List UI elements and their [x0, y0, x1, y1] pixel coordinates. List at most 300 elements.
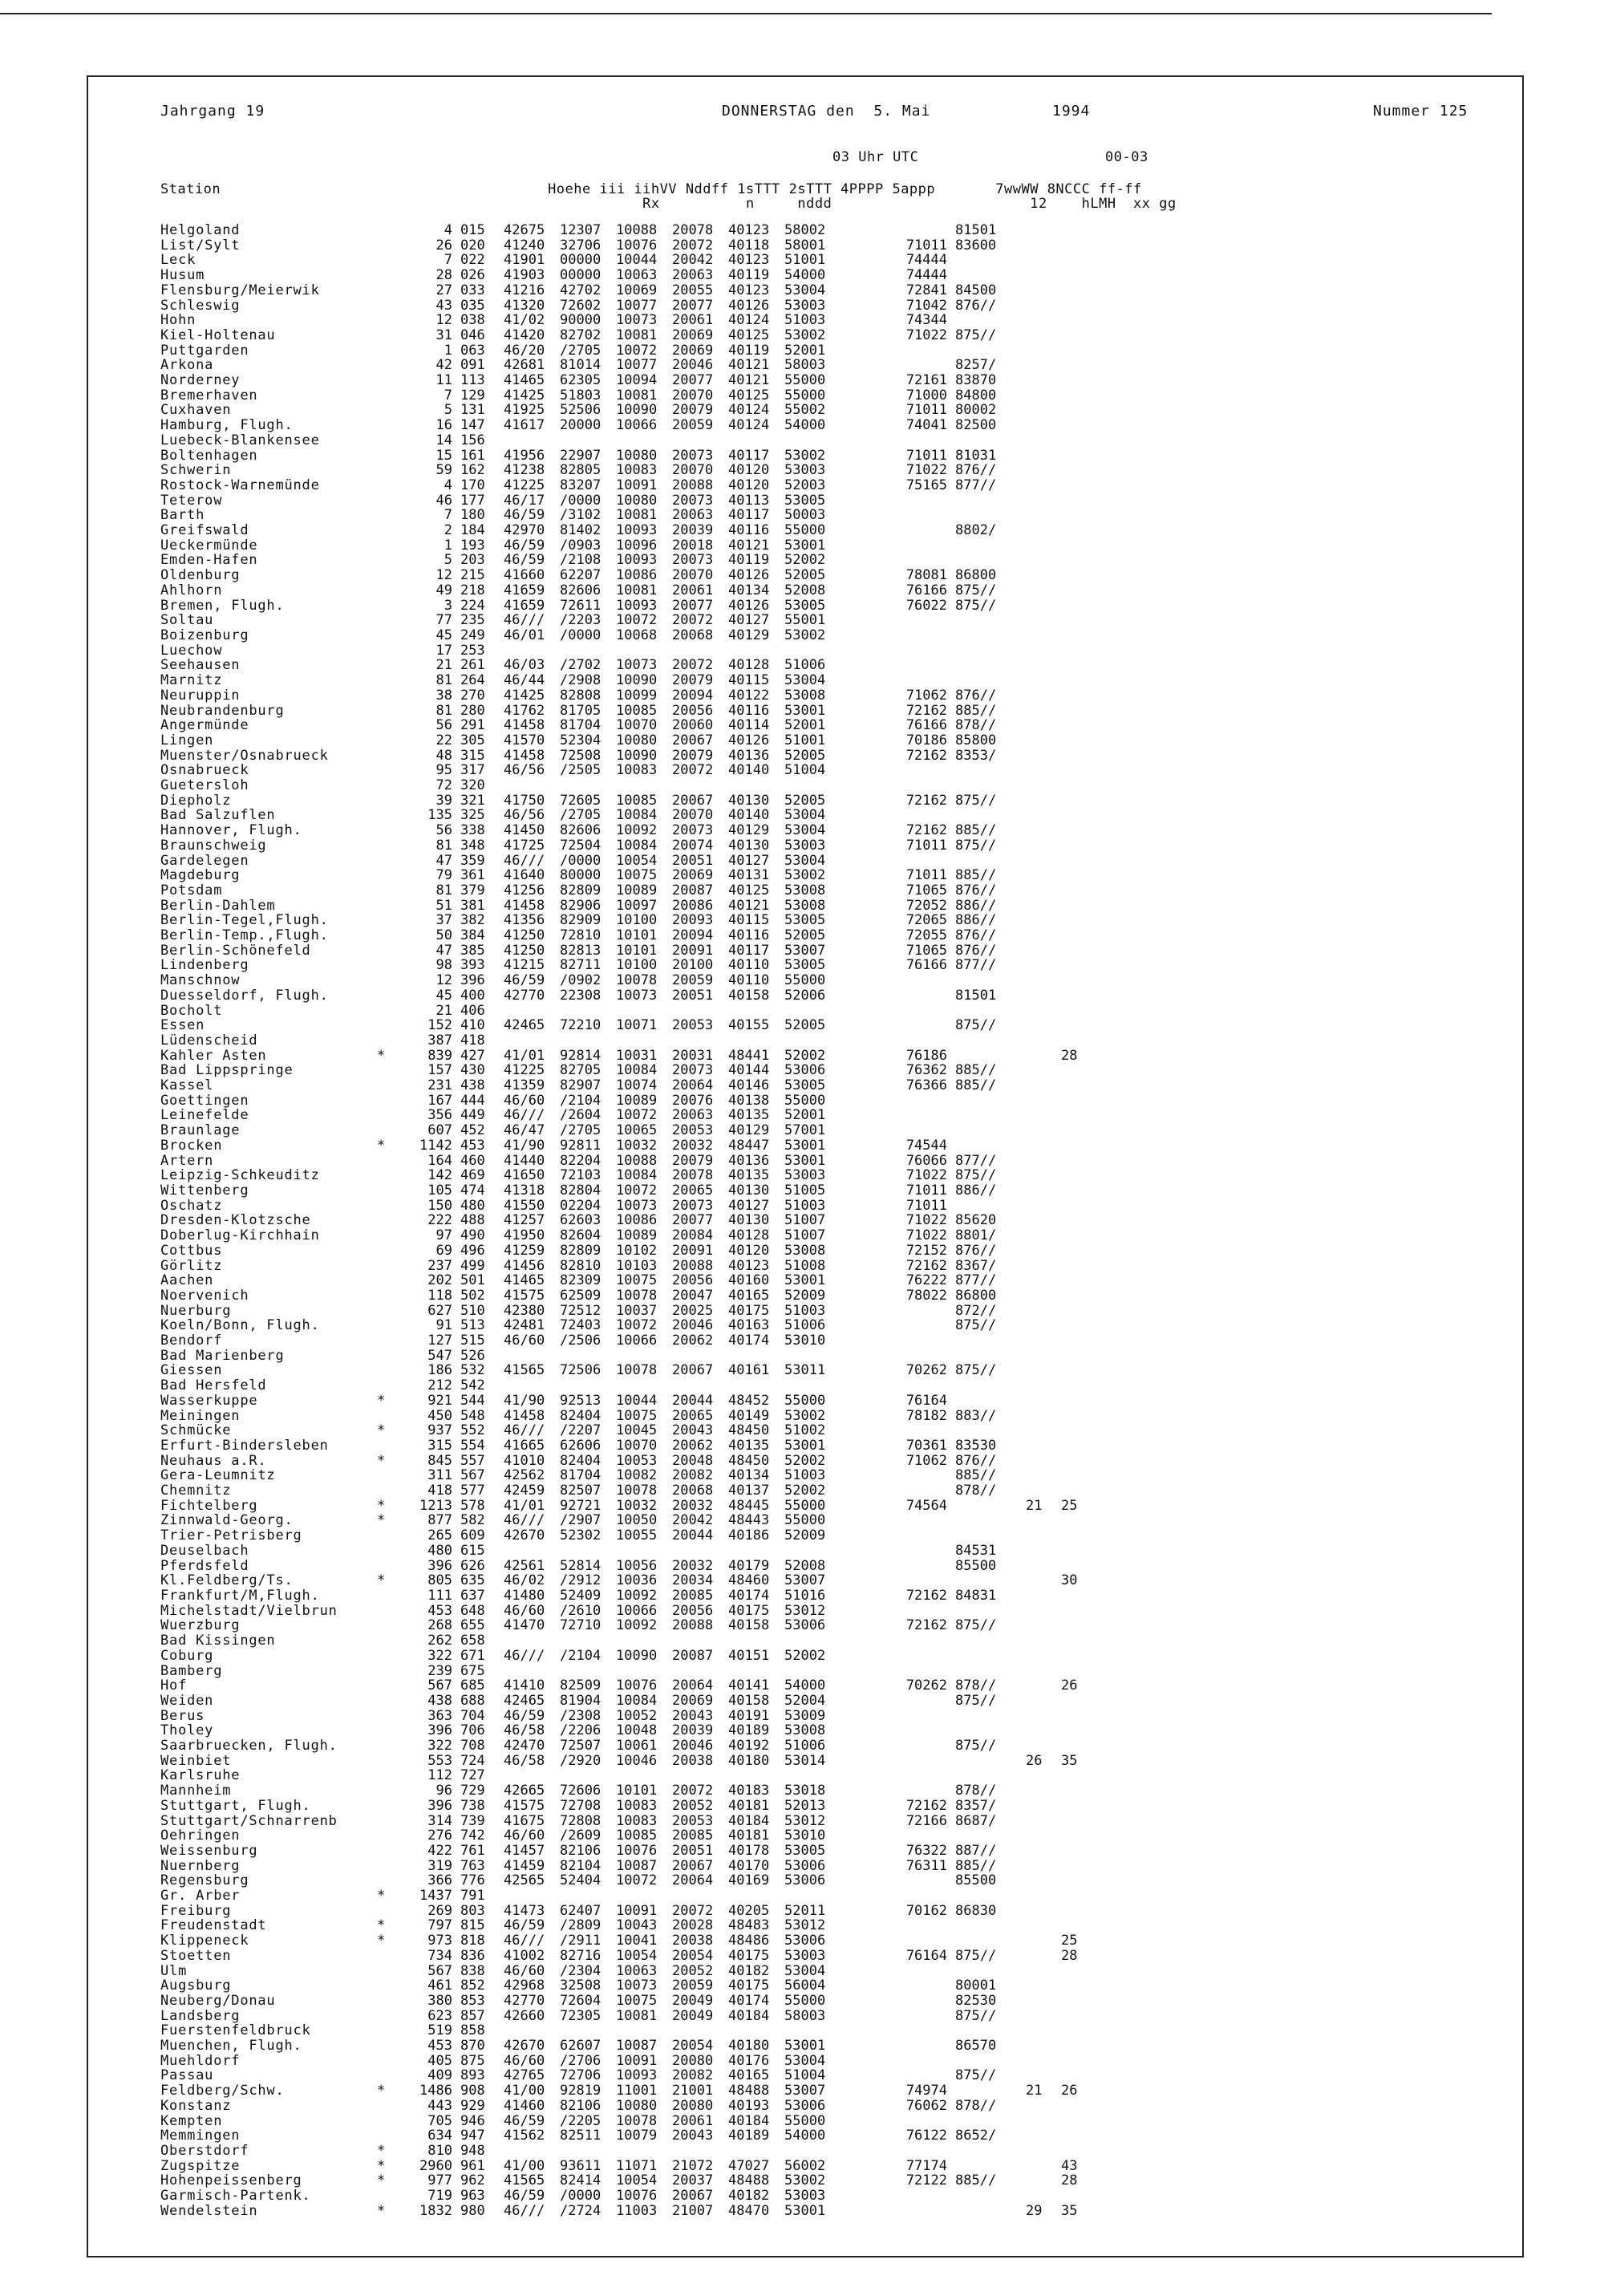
group-2sttt: 20032: [672, 1137, 714, 1154]
group-4pppp: 40144: [728, 1062, 770, 1079]
group-7wwww: [840, 1033, 955, 1049]
group-nddff: 82106: [560, 1842, 602, 1859]
mountain-marker: [377, 598, 406, 614]
group-7wwww: 72052: [905, 897, 947, 914]
station-index: 325: [460, 807, 485, 824]
mountain-marker: [377, 2054, 406, 2069]
group-2sttt: 20072: [672, 1902, 714, 1919]
gust-gg: [1061, 2054, 1096, 2069]
group-nddff: [560, 2023, 616, 2038]
group-iihvv: 46/60: [504, 1602, 545, 1619]
group-2sttt: [672, 778, 728, 793]
group-2sttt: 20085: [672, 1587, 714, 1604]
group-5appp: 53002: [784, 2172, 826, 2189]
group-7wwww: 71000: [905, 387, 947, 404]
station-name: Bendorf: [160, 1333, 223, 1349]
group-4pppp: [728, 643, 784, 659]
group-5appp: 51001: [784, 732, 826, 748]
group-7wwww: [840, 1468, 955, 1483]
station-name: Oberstdorf: [160, 2143, 249, 2159]
group-2sttt: 20073: [672, 1062, 714, 1079]
group-4pppp: 40114: [728, 717, 770, 734]
group-5appp: 53004: [784, 2052, 826, 2069]
table-row: [160, 433, 1096, 448]
station-height: 322: [427, 1647, 452, 1664]
group-1sttt: 10031: [616, 1047, 658, 1064]
group-iihvv: 46/59: [504, 972, 545, 989]
group-5appp: 53002: [784, 627, 826, 643]
station-name: Chemnitz: [160, 1483, 232, 1499]
group-nddff: 72606: [560, 1783, 602, 1799]
group-7wwww: [840, 343, 955, 359]
station-name: Schleswig: [160, 297, 241, 314]
group-nddff: /2724: [560, 2202, 602, 2219]
group-iihvv: 41257: [504, 1212, 545, 1229]
group-nddff: 82907: [560, 1077, 602, 1094]
group-4pppp: 40175: [728, 1947, 770, 1964]
gust-ff: [1026, 1018, 1061, 1033]
group-1sttt: 10078: [616, 1362, 658, 1379]
group-1sttt: 10084: [616, 1692, 658, 1709]
gust-gg: [1061, 1544, 1096, 1559]
group-5appp: 52001: [784, 342, 826, 359]
station-index: 261: [460, 657, 485, 674]
mountain-marker: [377, 358, 406, 373]
station-index: 379: [460, 882, 485, 899]
group-2sttt: 20072: [672, 612, 714, 629]
group-8nccc: [955, 1649, 1026, 1664]
station-height: 202: [427, 1272, 452, 1289]
group-nddff: 82808: [560, 687, 602, 704]
station-name: Rostock-Warnemünde: [160, 477, 320, 493]
station-name: Klippeneck: [160, 1933, 249, 1949]
station-name: Guetersloh: [160, 777, 249, 794]
gust-gg: [1061, 1559, 1096, 1574]
station-index: 947: [460, 2128, 485, 2144]
station-name: Augsburg: [160, 1978, 232, 1994]
group-5appp: 51006: [784, 1317, 826, 1334]
station-height: 607: [427, 1122, 452, 1139]
gust-gg: [1061, 958, 1096, 973]
group-4pppp: 48488: [728, 2083, 770, 2099]
station-height: 27: [435, 282, 452, 298]
table-row: [160, 2189, 1096, 2204]
station-index: 853: [460, 1992, 485, 2009]
station-index: 063: [460, 342, 485, 359]
station-name: Lindenberg: [160, 957, 249, 974]
group-2sttt: 20080: [672, 2097, 714, 2114]
group-4pppp: 40176: [728, 2052, 770, 2069]
station-height: 311: [427, 1467, 452, 1484]
group-nddff: 72103: [560, 1167, 602, 1184]
station-index: 406: [460, 1002, 485, 1019]
group-4pppp: 40136: [728, 1152, 770, 1169]
station-index: 382: [460, 912, 485, 929]
group-nddff: 82309: [560, 1272, 602, 1289]
group-iihvv: 41659: [504, 597, 545, 614]
gust-ff: [1026, 1378, 1061, 1393]
table-row: [160, 2068, 1096, 2083]
group-5appp: 55000: [784, 2112, 826, 2129]
group-4pppp: [728, 1664, 784, 1679]
table-row: [160, 2083, 1096, 2099]
group-8nccc: 885//: [955, 702, 997, 719]
station-height: 42: [435, 357, 452, 374]
station-name: Bad Salzuflen: [160, 807, 276, 824]
group-1sttt: 11003: [616, 2202, 658, 2219]
station-name: Hohenpeissenberg: [160, 2172, 302, 2189]
group-2sttt: 20061: [672, 2112, 714, 2129]
group-4pppp: 40193: [728, 2097, 770, 2114]
group-iihvv: 46/59: [504, 552, 545, 569]
station-name: Neuruppin: [160, 687, 241, 704]
group-7wwww: 70262: [905, 1362, 947, 1379]
group-2sttt: 20060: [672, 717, 714, 734]
group-1sttt: 10092: [616, 822, 658, 839]
group-7wwww: 72162: [905, 1617, 947, 1634]
group-7wwww: [840, 1378, 955, 1393]
group-8nccc: [955, 658, 1026, 673]
group-2sttt: 20088: [672, 477, 714, 493]
group-iihvv: 46/59: [504, 507, 545, 524]
group-8nccc: [955, 1108, 1026, 1123]
station-height: 422: [427, 1842, 452, 1859]
table-row: [160, 1093, 1096, 1109]
group-8nccc: [955, 643, 1026, 659]
table-row: [160, 1288, 1096, 1304]
station-height: 12: [435, 567, 452, 584]
group-7wwww: [840, 2038, 955, 2054]
group-7wwww: 74344: [905, 312, 947, 329]
group-nddff: [560, 643, 616, 659]
group-5appp: 55000: [784, 387, 826, 404]
station-index: 393: [460, 957, 485, 974]
station-index: 320: [460, 777, 485, 794]
station-name: Regensburg: [160, 1872, 249, 1889]
group-2sttt: 20091: [672, 1242, 714, 1259]
station-name: Barth: [160, 507, 205, 524]
group-1sttt: 10054: [616, 2172, 658, 2189]
group-1sttt: 10077: [616, 357, 658, 374]
mountain-marker: [377, 899, 406, 914]
group-2sttt: 20072: [672, 657, 714, 674]
group-8nccc: 875//: [955, 1167, 997, 1184]
table-row: [160, 583, 1096, 598]
station-name: Magdeburg: [160, 867, 241, 884]
mountain-marker: [377, 1964, 406, 1979]
group-8nccc: 885//: [955, 1062, 997, 1079]
mountain-marker: [377, 1154, 406, 1169]
group-iihvv: 41458: [504, 897, 545, 914]
group-4pppp: 40170: [728, 1857, 770, 1874]
group-7wwww: [840, 1828, 955, 1844]
gust-ff: [1026, 1183, 1061, 1199]
station-height: 26: [435, 237, 452, 254]
group-nddff: 82511: [560, 2128, 602, 2144]
group-5appp: [784, 1349, 840, 1364]
station-name: Neubrandenburg: [160, 702, 285, 719]
gust-gg: [1061, 283, 1096, 298]
group-iihvv: [504, 1768, 560, 1783]
station-height: 973: [427, 1933, 452, 1949]
group-8nccc: 876//: [955, 942, 997, 959]
table-row: [160, 718, 1096, 733]
group-nddff: 12307: [560, 222, 602, 238]
group-nddff: 82909: [560, 912, 602, 929]
station-name: Bad Lippspringe: [160, 1062, 294, 1079]
station-name: Lingen: [160, 732, 214, 748]
group-2sttt: 20069: [672, 867, 714, 884]
gust-gg: [1061, 1228, 1096, 1243]
group-2sttt: [672, 1033, 728, 1049]
group-7wwww: [840, 2144, 955, 2159]
group-nddff: 81904: [560, 1692, 602, 1709]
gust-ff: [1026, 613, 1061, 628]
gust-gg: [1061, 1243, 1096, 1259]
station-height: 28: [435, 267, 452, 284]
station-name: Marnitz: [160, 672, 223, 689]
gust-ff: 21: [1026, 2083, 1043, 2099]
group-1sttt: [616, 2023, 672, 2038]
group-iihvv: 46/02: [504, 1572, 545, 1589]
group-8nccc: 875//: [955, 2007, 997, 2024]
group-7wwww: 74544: [905, 1137, 947, 1154]
mountain-marker: [377, 1213, 406, 1228]
table-row: [160, 1183, 1096, 1199]
group-8nccc: 877//: [955, 477, 997, 493]
group-8nccc: 8353/: [955, 747, 997, 764]
group-1sttt: [616, 1378, 672, 1393]
group-nddff: 62607: [560, 2038, 602, 2055]
gust-gg: [1061, 823, 1096, 838]
station-index: 962: [460, 2172, 485, 2189]
group-7wwww: 76166: [905, 717, 947, 734]
group-nddff: 22907: [560, 447, 602, 464]
group-4pppp: 40130: [728, 1212, 770, 1229]
station-height: 547: [427, 1347, 452, 1364]
station-height: 79: [435, 867, 452, 884]
station-name: Bad Marienberg: [160, 1347, 285, 1364]
mountain-marker: *: [377, 1572, 386, 1589]
gust-ff: [1026, 1409, 1061, 1424]
gust-gg: [1061, 1513, 1096, 1528]
table-row: [160, 463, 1096, 478]
group-4pppp: 40158: [728, 987, 770, 1004]
gust-ff: [1026, 253, 1061, 268]
group-7wwww: 71065: [905, 882, 947, 899]
group-2sttt: 20043: [672, 1422, 714, 1439]
mountain-marker: [377, 568, 406, 583]
group-8nccc: [955, 1664, 1026, 1679]
group-nddff: /2609: [560, 1827, 602, 1844]
group-1sttt: 10071: [616, 1017, 658, 1034]
table-row: [160, 1859, 1096, 1874]
table-row: [160, 928, 1096, 943]
mountain-marker: [377, 1063, 406, 1078]
group-5appp: 54000: [784, 1677, 826, 1694]
group-4pppp: [728, 1033, 784, 1049]
group-8nccc: [955, 1333, 1026, 1349]
gust-ff: [1026, 493, 1061, 509]
group-5appp: 53008: [784, 897, 826, 914]
group-1sttt: 10072: [616, 1317, 658, 1334]
gust-ff: [1026, 1888, 1061, 1904]
group-7wwww: 71042: [905, 297, 947, 314]
station-height: 810: [427, 2143, 452, 2159]
group-2sttt: [672, 643, 728, 659]
station-name: Bremen, Flugh.: [160, 597, 285, 614]
group-8nccc: 876//: [955, 297, 997, 314]
table-row: [160, 868, 1096, 883]
group-nddff: 72710: [560, 1617, 602, 1634]
station-height: 276: [427, 1827, 452, 1844]
table-row: [160, 1078, 1096, 1093]
group-iihvv: 46/47: [504, 1122, 545, 1139]
group-5appp: 51003: [784, 1302, 826, 1319]
group-5appp: 53003: [784, 837, 826, 854]
gust-ff: [1026, 1994, 1061, 2009]
gust-gg: [1061, 373, 1096, 388]
group-8nccc: 886//: [955, 897, 997, 914]
date-label: DONNERSTAG den 5. Mai: [722, 103, 931, 120]
group-7wwww: [840, 628, 955, 643]
group-5appp: 58003: [784, 357, 826, 374]
gust-gg: [1061, 973, 1096, 988]
mountain-marker: [377, 1768, 406, 1783]
station-height: 49: [435, 582, 452, 598]
station-index: 235: [460, 612, 485, 629]
group-5appp: 53002: [784, 867, 826, 884]
gust-ff: [1026, 1573, 1061, 1588]
station-name: Hamburg, Flugh.: [160, 417, 294, 434]
group-1sttt: 10072: [616, 342, 658, 359]
table-row: [160, 1994, 1096, 2009]
group-8nccc: 85500: [955, 1872, 997, 1889]
mountain-marker: [377, 928, 406, 943]
mountain-marker: [377, 1123, 406, 1138]
group-4pppp: 40158: [728, 1617, 770, 1634]
mountain-marker: [377, 1168, 406, 1183]
group-iihvv: 46/59: [504, 2188, 545, 2205]
gust-gg: [1061, 448, 1096, 464]
group-4pppp: 40128: [728, 657, 770, 674]
group-1sttt: 10103: [616, 1257, 658, 1274]
group-4pppp: 40124: [728, 417, 770, 434]
group-4pppp: 40160: [728, 1272, 770, 1289]
group-7wwww: [840, 1573, 955, 1588]
station-height: 31: [435, 327, 452, 343]
gust-ff: [1026, 2114, 1061, 2129]
group-nddff: /2203: [560, 612, 602, 629]
group-7wwww: [840, 1933, 955, 1949]
gust-ff: [1026, 1333, 1061, 1349]
group-nddff: 82404: [560, 1407, 602, 1424]
station-index: 548: [460, 1407, 485, 1424]
group-4pppp: 40130: [728, 837, 770, 854]
gust-gg: [1061, 418, 1096, 433]
group-8nccc: [955, 553, 1026, 568]
group-4pppp: 40165: [728, 1287, 770, 1304]
station-name: Emden-Hafen: [160, 552, 258, 569]
group-7wwww: 76062: [905, 2097, 947, 2114]
mountain-marker: *: [377, 2202, 386, 2219]
group-7wwww: 71065: [905, 942, 947, 959]
group-7wwww: 71011: [905, 867, 947, 884]
group-iihvv: 42562: [504, 1467, 545, 1484]
station-height: 81: [435, 882, 452, 899]
group-2sttt: [672, 1768, 728, 1783]
station-height: 719: [427, 2188, 452, 2205]
mountain-marker: [377, 1814, 406, 1829]
group-5appp: [784, 2023, 840, 2038]
group-4pppp: 40127: [728, 1197, 770, 1214]
group-8nccc: 875//: [955, 1617, 997, 1634]
table-row: [160, 1243, 1096, 1259]
group-nddff: 82104: [560, 1857, 602, 1874]
group-4pppp: 40178: [728, 1842, 770, 1859]
group-8nccc: 876//: [955, 882, 997, 899]
group-1sttt: 10063: [616, 1962, 658, 1979]
table-row: [160, 343, 1096, 359]
group-2sttt: 20018: [672, 537, 714, 554]
table-row: [160, 1559, 1096, 1574]
station-name: Diepholz: [160, 792, 232, 809]
gust-ff: [1026, 1664, 1061, 1679]
station-height: 59: [435, 462, 452, 479]
station-index: 452: [460, 1122, 485, 1139]
group-7wwww: [840, 1333, 955, 1349]
station-height: 705: [427, 2112, 452, 2129]
group-nddff: 62207: [560, 567, 602, 584]
station-height: 567: [427, 1677, 452, 1694]
group-4pppp: 40127: [728, 852, 770, 869]
group-iihvv: [504, 1544, 560, 1559]
station-height: 1437: [419, 1888, 452, 1905]
group-8nccc: 878//: [955, 1677, 997, 1694]
group-2sttt: 20056: [672, 1602, 714, 1619]
group-nddff: /2908: [560, 672, 602, 689]
group-1sttt: 10093: [616, 2067, 658, 2084]
group-iihvv: 41925: [504, 402, 545, 419]
mountain-marker: [377, 2023, 406, 2038]
mountain-marker: [377, 1664, 406, 1679]
group-5appp: 53004: [784, 852, 826, 869]
group-2sttt: 20051: [672, 852, 714, 869]
table-row: [160, 328, 1096, 343]
gust-ff: [1026, 1288, 1061, 1304]
group-5appp: 52002: [784, 1452, 826, 1469]
group-nddff: 72403: [560, 1317, 602, 1334]
group-4pppp: 40134: [728, 582, 770, 598]
station-name: Kahler Asten: [160, 1047, 267, 1064]
group-iihvv: 42765: [504, 2067, 545, 2084]
table-row: [160, 373, 1096, 388]
group-nddff: 52304: [560, 732, 602, 748]
group-2sttt: 20046: [672, 1317, 714, 1334]
group-2sttt: [672, 1004, 728, 1019]
group-8nccc: [955, 1754, 1026, 1769]
group-7wwww: 71011: [905, 837, 947, 854]
gust-ff: 21: [1026, 1497, 1043, 1514]
mountain-marker: [377, 673, 406, 688]
gust-ff: [1026, 673, 1061, 688]
group-7wwww: 76022: [905, 597, 947, 614]
group-7wwww: [840, 493, 955, 509]
table-row: [160, 1333, 1096, 1349]
table-row: [160, 883, 1096, 899]
group-5appp: 55000: [784, 1992, 826, 2009]
group-nddff: 51803: [560, 387, 602, 404]
